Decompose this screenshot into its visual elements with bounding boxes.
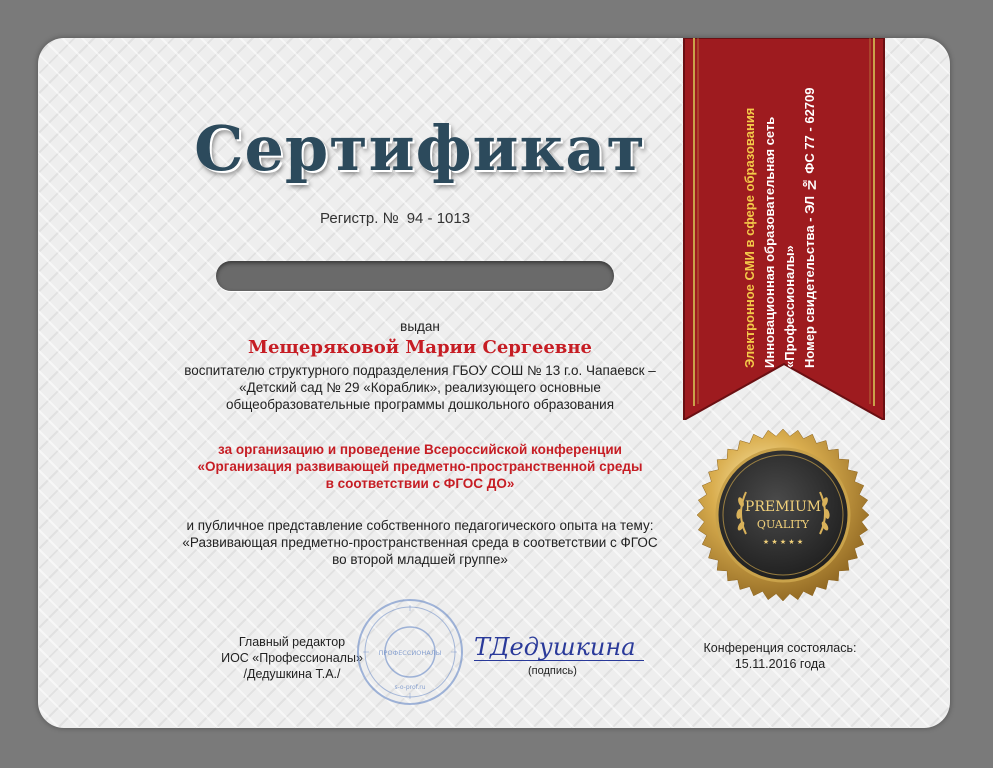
topic-line: и публичное представление собственного педагогического опыта на тему: <box>186 518 654 533</box>
conference-date-block <box>700 640 860 672</box>
signature-note: (подпись) <box>528 665 577 677</box>
ribbon-line-1: Электронное СМИ в сфере образования <box>742 107 757 368</box>
stamp-center-text: ПРОФЕССИОНАЛЫ <box>378 649 442 657</box>
editor-title: Главный редактор <box>238 635 346 649</box>
signature: ТДедушкина <box>474 634 644 661</box>
stamp-bottom-text: s-o-prof.ru <box>394 684 426 691</box>
presentation-topic <box>170 517 670 568</box>
reason-line: за организацию и проведение Всероссийской конференции <box>218 442 622 457</box>
registration-label: Регистр. № <box>320 210 399 227</box>
name-placeholder-bar <box>216 261 614 291</box>
certificate-title: Сертификат <box>194 112 646 185</box>
topic-line: во второй младшей группе» <box>332 552 508 567</box>
recipient-description: воспитателю структурного подразделения ГБОУ СОШ № 13 г.о. Чапаевск – «Детский сад № 29 «Кораблик», реализующего основные общеобразовательные программы дошкольного образования <box>184 363 656 412</box>
editor-name: /Дедушкина Т.А./ <box>243 667 341 681</box>
round-stamp <box>350 597 470 707</box>
registration-value: 94 - 1013 <box>406 210 471 227</box>
conference-date: 15.11.2016 года <box>734 657 826 671</box>
issued-label: выдан <box>400 319 440 334</box>
reason-line: «Организация развивающей предметно-пространственной среды <box>197 459 643 474</box>
seal-line-1: PREMIUM <box>744 499 822 515</box>
seal-stars: ★ ★ ★ ★ ★ <box>762 538 804 546</box>
topic-line: «Развивающая предметно-пространственная среда в соответствии с ФГОС <box>182 535 658 550</box>
premium-quality-seal <box>694 426 872 604</box>
seal-line-2: QUALITY <box>756 518 810 531</box>
registration-number <box>320 210 470 227</box>
ribbon-line-3: «Профессионалы» <box>782 245 797 368</box>
editor-block <box>212 634 372 682</box>
recipient-name: Мещеряковой Марии Сергеевне <box>248 337 592 358</box>
reason-line: в соответствии с ФГОС ДО» <box>325 476 515 491</box>
award-reason <box>170 441 670 492</box>
ribbon-line-2: Инновационная образовательная сеть <box>762 116 777 368</box>
ribbon-line-4: Номер свидетельства - ЭЛ № ФС 77 - 62709 <box>802 87 817 368</box>
editor-org: ИОС «Профессионалы» <box>221 651 363 665</box>
conference-label: Конференция состоялась: <box>703 641 857 655</box>
ribbon-text <box>698 68 870 368</box>
